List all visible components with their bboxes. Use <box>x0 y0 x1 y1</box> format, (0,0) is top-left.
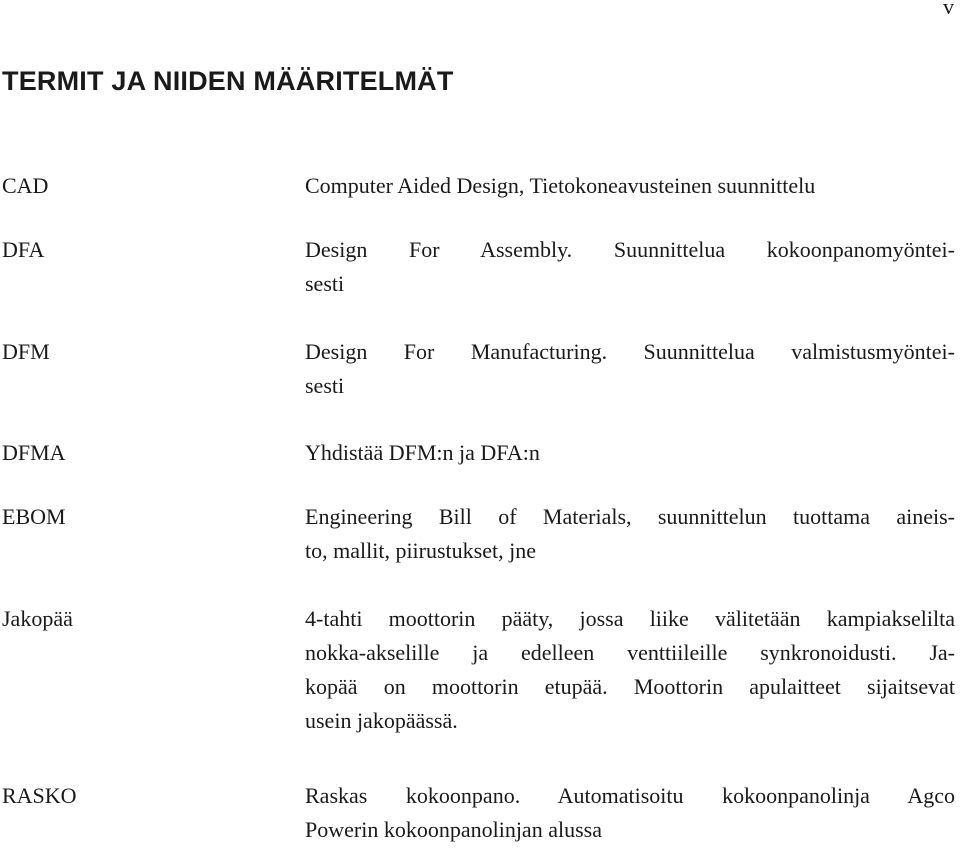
term-label: RASKO <box>2 783 77 808</box>
term-definition <box>305 602 955 738</box>
page-number: v <box>943 0 954 19</box>
definition-line: Engineering Bill of Materials, suunnittelun tuottama aineis- <box>305 504 955 529</box>
definition-line: Computer Aided Design, Tietokoneavusteinen suunnittelu <box>305 173 816 198</box>
term-definition <box>305 500 955 568</box>
definition-line: 4-tahti moottorin pääty, jossa liike välitetään kampiakselilta <box>305 606 955 631</box>
term-definition <box>305 169 955 203</box>
definition-line: Design For Assembly. Suunnittelua kokoonpanomyöntei- <box>305 237 955 262</box>
definition-line: Raskas kokoonpano. Automatisoitu kokoonpanolinja Agco <box>305 783 955 808</box>
term-definition <box>305 779 955 847</box>
definition-line: kopää on moottorin etupää. Moottorin apulaitteet sijaitsevat <box>305 674 955 699</box>
definition-line: nokka-akselille ja edelleen venttiileille synkronoidusti. Ja- <box>305 640 955 665</box>
definition-line: sesti <box>305 271 345 296</box>
page-title: TERMIT JA NIIDEN MÄÄRITELMÄT <box>2 66 454 96</box>
term-label: DFMA <box>2 440 66 465</box>
definition-line: Design For Manufacturing. Suunnittelua valmistusmyöntei- <box>305 339 955 364</box>
term-label: DFM <box>2 339 50 364</box>
definition-line: usein jakopäässä. <box>305 708 458 733</box>
term-label: DFA <box>2 237 45 262</box>
definition-line: to, mallit, piirustukset, jne <box>305 538 536 563</box>
term-definition <box>305 335 955 403</box>
term-label: Jakopää <box>2 606 73 631</box>
term-definition <box>305 436 955 470</box>
definition-line: sesti <box>305 373 345 398</box>
term-definition <box>305 233 955 301</box>
term-label: CAD <box>2 173 49 198</box>
definition-line: Powerin kokoonpanolinjan alussa <box>305 817 602 842</box>
definition-line: Yhdistää DFM:n ja DFA:n <box>305 440 540 465</box>
term-label: EBOM <box>2 504 66 529</box>
